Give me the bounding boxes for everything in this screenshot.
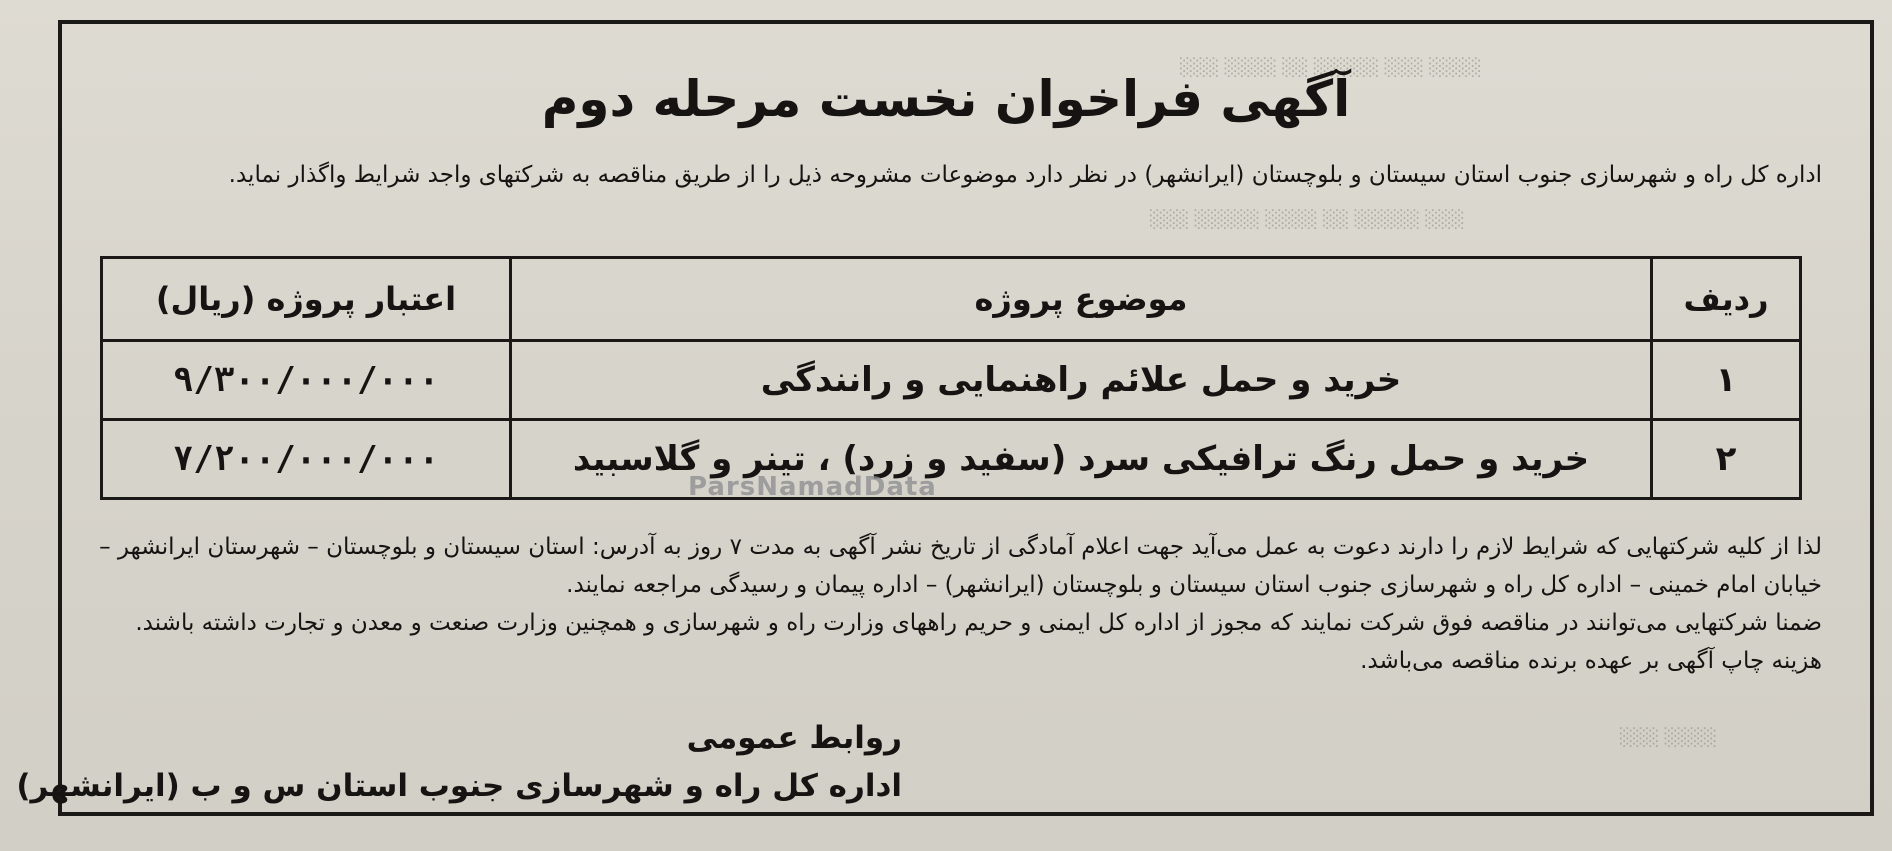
- signature-public-relations: روابط عمومی: [686, 720, 902, 756]
- show-through-text: ░░░░ ░░░ ░░░░░ ░░ ░░░░ ░░░: [1180, 58, 1482, 78]
- project-credit: ۹/۳۰۰/۰۰۰/۰۰۰: [102, 341, 511, 420]
- signature-block: [0, 714, 902, 810]
- table-row: [102, 420, 1801, 499]
- signature-office: اداره کل راه و شهرسازی جنوب استان س و ب (ایرانشهر): [16, 768, 902, 804]
- show-through-text: ░░░░ ░░░: [1620, 728, 1717, 748]
- projects-table: [100, 256, 1802, 500]
- ad-title: آگهی فراخوان نخست مرحله دوم: [541, 70, 1351, 128]
- table-header-row: [102, 258, 1801, 341]
- eligibility-paragraph: ضمنا شرکتهایی می‌توانند در مناقصه فوق شرکت نمایند که مجوز از اداره کل ایمنی و حریم راههای وزارت راه و شهرسازی و همچنین وزارت صنعت و معدن و تجارت داشته باشند. هزینه چاپ آگهی بر عهده برنده مناقصه می‌باشد.: [135, 610, 1822, 674]
- intro-paragraph: اداره کل راه و شهرسازی جنوب استان سیستان و بلوچستان (ایرانشهر) در نظر دارد موضوعات مشروحه ذیل را از طریق مناقصه به شرکتهای واجد شرایط واگذار نماید.: [228, 162, 1822, 188]
- notice-paragraphs: [86, 528, 1822, 680]
- header-row-no: ردیف: [1652, 258, 1801, 341]
- row-number: ۱: [1652, 341, 1801, 420]
- header-credit: اعتبار پروژه (ریال): [102, 258, 511, 341]
- table-row: [102, 341, 1801, 420]
- show-through-text: ░░░ ░░░░░ ░░ ░░░░ ░░░░░ ░░░: [1150, 210, 1465, 230]
- project-subject: خرید و حمل رنگ ترافیکی سرد (سفید و زرد) ، تینر و گلاسبید: [511, 420, 1652, 499]
- project-credit: ۷/۲۰۰/۰۰۰/۰۰۰: [102, 420, 511, 499]
- watermark-text: ParsNamadData: [688, 472, 937, 502]
- row-number: ۲: [1652, 420, 1801, 499]
- invitation-paragraph: لذا از کلیه شرکتهایی که شرایط لازم را دارند دعوت به عمل می‌آید جهت اعلام آمادگی از تاریخ نشر آگهی به مدت ۷ روز به آدرس: استان سیستان و بلوچستان – شهرستان ایرانشهر – خیابان امام خمینی – اداره کل راه و شهرسازی جنوب استان سیستان و بلوچستان (ایرانشهر) – اداره پیمان و رسیدگی مراجعه نمایند.: [99, 534, 1822, 598]
- project-subject: خرید و حمل علائم راهنمایی و رانندگی: [511, 341, 1652, 420]
- header-subject: موضوع پروژه: [511, 258, 1652, 341]
